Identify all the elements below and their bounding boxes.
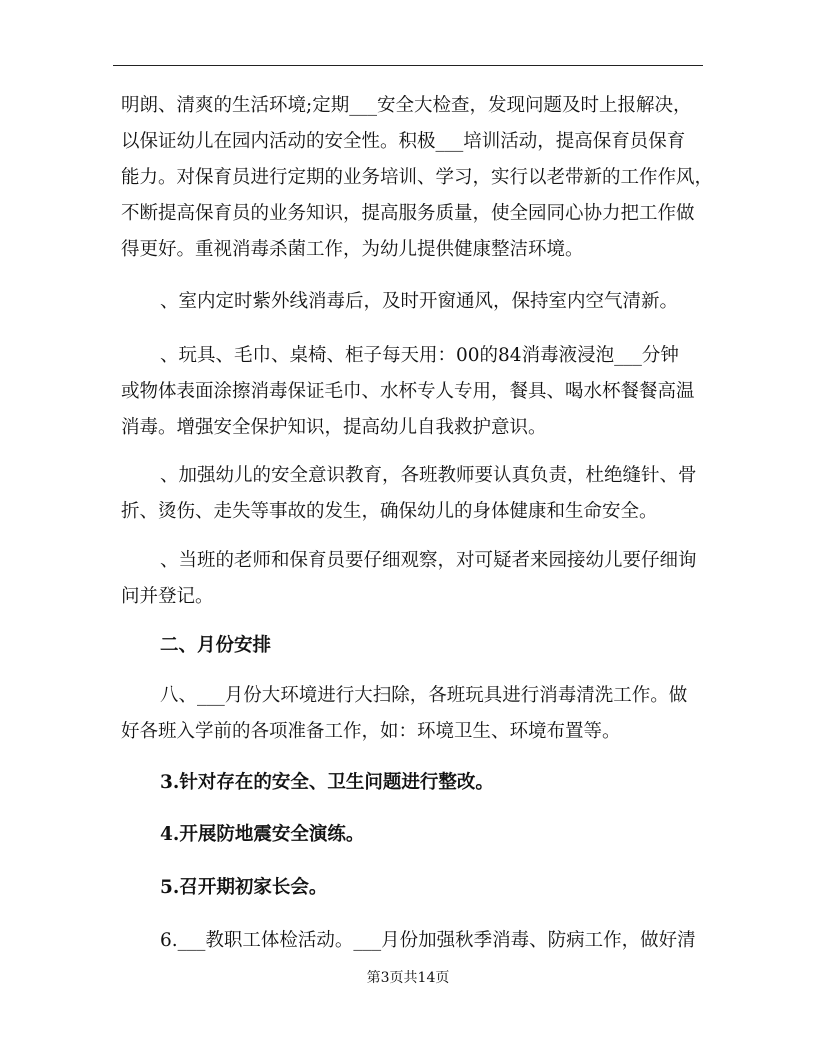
- text-line: 折、烫伤、走失等事故的发生，确保幼儿的身体健康和生命安全。: [121, 501, 658, 522]
- text-line: 明朗、清爽的生活环境;定期___安全大检查，发现问题及时上报解决，: [121, 95, 692, 116]
- page-number-footer: 第3页共14页: [366, 970, 450, 986]
- list-item-text: 5.召开期初家长会。: [160, 877, 328, 898]
- paragraph-month-eight: [121, 678, 687, 750]
- text-line: 问并登记。: [121, 586, 214, 607]
- list-item-3: [121, 765, 494, 801]
- text-line: 能力。对保育员进行定期的业务培训、学习，实行以老带新的工作作风，: [121, 167, 714, 188]
- text-line: 不断提高保育员的业务知识，提高服务质量，使全园同心协力把工作做: [121, 203, 695, 224]
- paragraph-hygiene-environment: [121, 88, 713, 268]
- text-line: 消毒。增强安全保护知识，提高幼儿自我救护意识。: [121, 417, 547, 438]
- list-item-6: [121, 923, 696, 959]
- paragraph-pickup-observation: [121, 543, 697, 615]
- list-item-5: [121, 870, 327, 906]
- section-heading-text: 二、月份安排: [160, 635, 272, 656]
- list-item-text: 6.___教职工体检活动。___月份加强秋季消毒、防病工作，做好清: [160, 930, 696, 951]
- section-heading-monthly-plan: [121, 628, 271, 664]
- list-item-text: 4.开展防地震安全演练。: [160, 824, 365, 845]
- paragraph-safety-education: [121, 458, 697, 530]
- paragraph-uv-disinfection: [121, 284, 678, 320]
- text-line: 、当班的老师和保育员要仔细观察，对可疑者来园接幼儿要仔细询: [160, 550, 697, 571]
- text-line: 或物体表面涂擦消毒保证毛巾、水杯专人专用，餐具、喝水杯餐餐高温: [121, 381, 695, 402]
- text-line: 、室内定时紫外线消毒后，及时开窗通风，保持室内空气清新。: [160, 291, 679, 312]
- list-item-text: 3.针对存在的安全、卫生问题进行整改。: [160, 772, 494, 793]
- text-line: 得更好。重视消毒杀菌工作，为幼儿提供健康整洁环境。: [121, 239, 584, 260]
- text-line: 好各班入学前的各项准备工作，如：环境卫生、环境布置等。: [121, 721, 621, 742]
- text-line: 以保证幼儿在园内活动的安全性。积极___培训活动，提高保育员保育: [121, 131, 686, 152]
- paragraph-toys-disinfection: [121, 338, 695, 446]
- list-item-4: [121, 817, 364, 853]
- header-rule: [113, 65, 703, 66]
- text-line: 八、___月份大环境进行大扫除，各班玩具进行消毒清洗工作。做: [160, 685, 688, 706]
- text-line: 、加强幼儿的安全意识教育，各班教师要认真负责，杜绝缝针、骨: [160, 465, 697, 486]
- text-line: 、玩具、毛巾、桌椅、柜子每天用：00的84消毒液浸泡___分钟: [160, 345, 679, 366]
